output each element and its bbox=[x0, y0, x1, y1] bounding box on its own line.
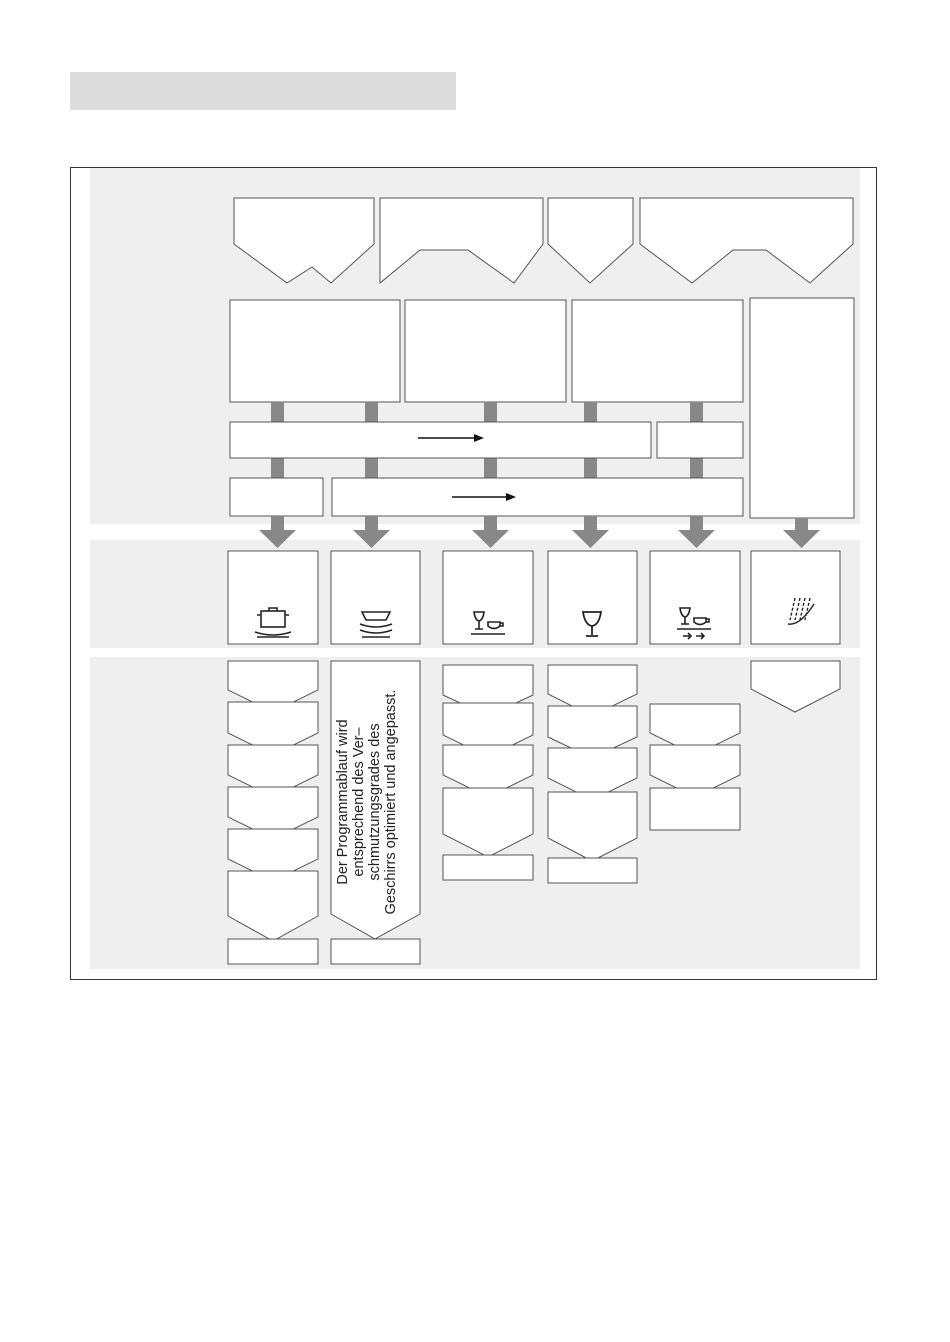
phase-end bbox=[443, 855, 533, 880]
phase-end bbox=[548, 858, 637, 883]
note-line-4: Geschirrs optimiert und angepasst. bbox=[383, 689, 399, 915]
connector bbox=[584, 402, 597, 422]
program-box-1 bbox=[228, 551, 318, 644]
connector bbox=[365, 458, 378, 478]
phase-end bbox=[650, 788, 740, 830]
selection-box-2 bbox=[405, 300, 566, 402]
selection-box-rinse bbox=[750, 298, 854, 518]
option-bar-1 bbox=[230, 422, 651, 458]
connector bbox=[584, 458, 597, 478]
option-bar-1b bbox=[657, 422, 743, 458]
connector bbox=[690, 458, 703, 478]
connector bbox=[690, 402, 703, 422]
selection-box-1 bbox=[230, 300, 400, 402]
program-note bbox=[333, 668, 419, 936]
note-line-2: entsprechend des Ver– bbox=[351, 727, 367, 877]
phase-end bbox=[331, 939, 420, 964]
note-line-1: Der Programmablauf wird bbox=[335, 719, 351, 885]
connector bbox=[484, 458, 497, 478]
connector bbox=[484, 402, 497, 422]
connector bbox=[271, 458, 284, 478]
connector bbox=[271, 402, 284, 422]
program-box-5 bbox=[650, 551, 740, 644]
phase-end bbox=[228, 939, 318, 964]
option-bar-2 bbox=[332, 478, 743, 516]
program-box-2 bbox=[331, 551, 420, 644]
program-box-6 bbox=[751, 551, 840, 644]
connector bbox=[365, 402, 378, 422]
program-box-3 bbox=[443, 551, 533, 644]
section-title-bar bbox=[70, 72, 456, 110]
option-bar-2a bbox=[230, 478, 323, 516]
selection-box-3 bbox=[572, 300, 743, 402]
note-line-3: schmutzungsgrades des bbox=[367, 723, 383, 881]
